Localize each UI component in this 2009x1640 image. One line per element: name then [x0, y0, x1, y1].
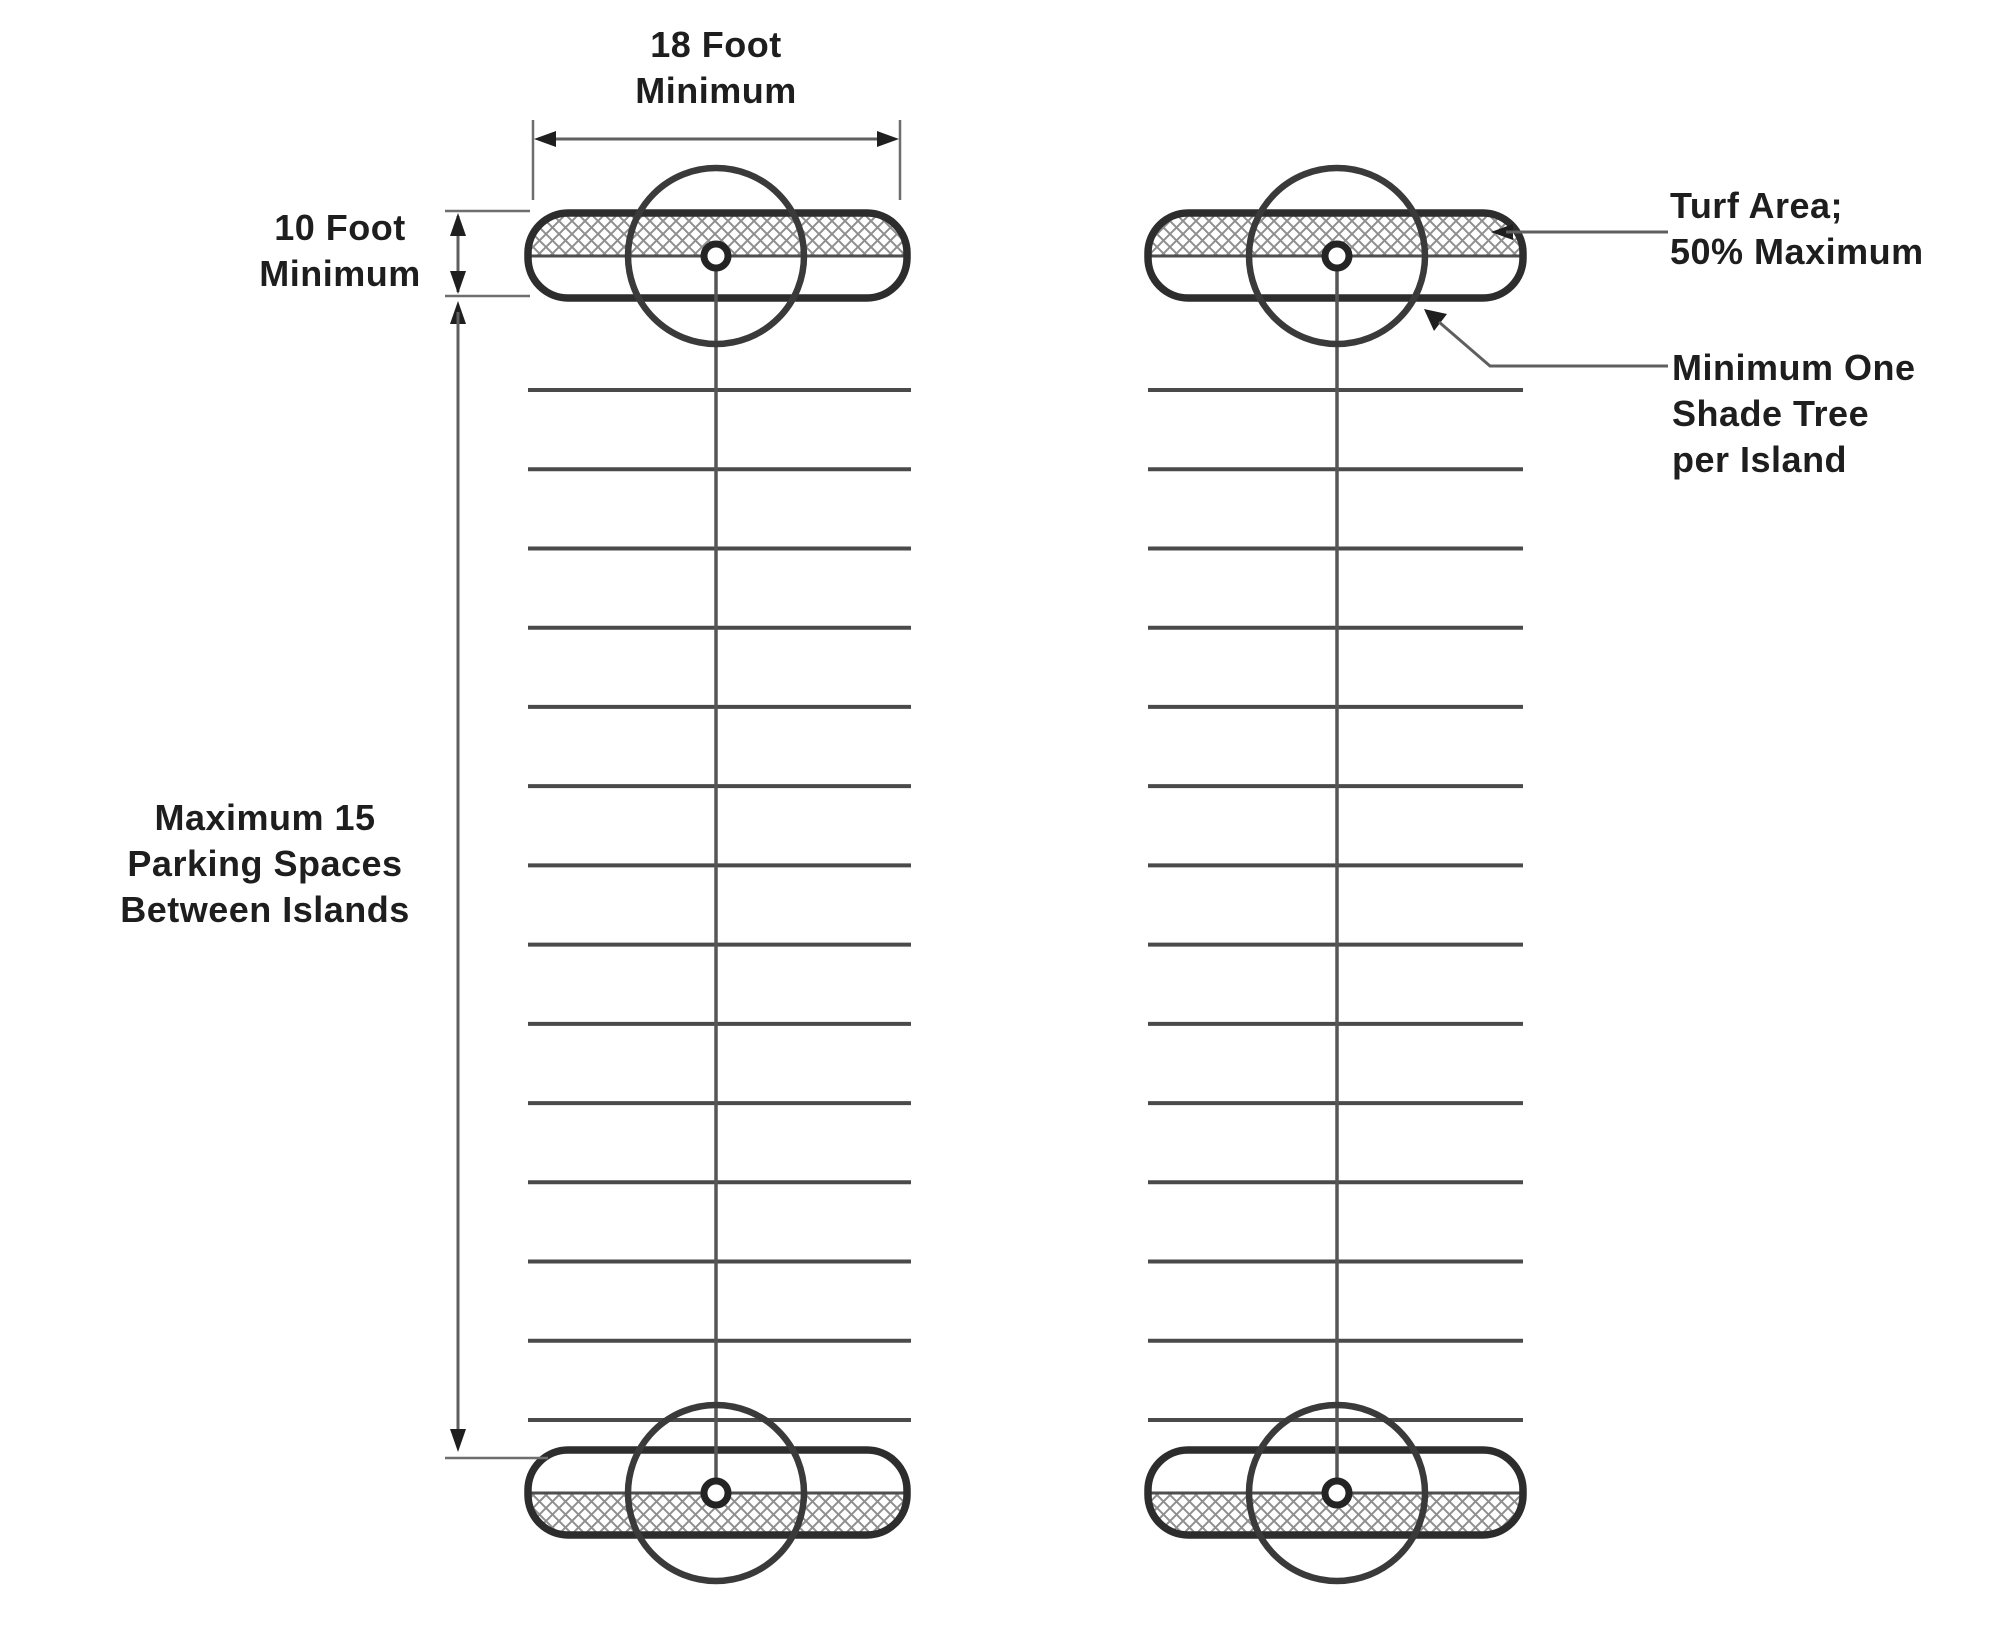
label-island-width-minimum	[540, 22, 892, 114]
arrowhead-down-icon	[450, 1429, 466, 1452]
label-line: Minimum One	[1672, 347, 1916, 388]
label-line: 10 Foot	[274, 207, 406, 248]
label-island-depth-minimum	[190, 205, 490, 297]
label-line: 50% Maximum	[1670, 231, 1924, 272]
label-minimum-shade-tree	[1672, 345, 1916, 483]
shade-tree-trunk	[704, 1481, 728, 1505]
shade-tree-trunk	[1325, 244, 1349, 268]
shade-tree-trunk	[1325, 1481, 1349, 1505]
label-line: Turf Area;	[1670, 185, 1844, 226]
label-line: 18 Foot	[650, 24, 782, 65]
label-turf-area-maximum	[1670, 183, 1924, 275]
dimension-island-width	[533, 120, 900, 200]
label-line: Minimum	[259, 253, 421, 294]
parking-space-dividers	[528, 390, 1523, 1420]
label-line: Shade Tree	[1672, 393, 1870, 434]
label-line: Parking Spaces	[127, 843, 403, 884]
label-line: Minimum	[635, 70, 797, 111]
leader-shade-tree	[1424, 309, 1668, 366]
label-line: Between Islands	[120, 889, 410, 930]
arrowhead-right-icon	[877, 131, 899, 147]
leader-line	[1439, 322, 1668, 366]
shade-tree-trunk	[704, 244, 728, 268]
label-max-spaces-between-islands	[65, 795, 465, 933]
arrowhead-left-icon	[534, 131, 556, 147]
label-line: Maximum 15	[154, 797, 376, 838]
label-line: per Island	[1672, 439, 1848, 480]
